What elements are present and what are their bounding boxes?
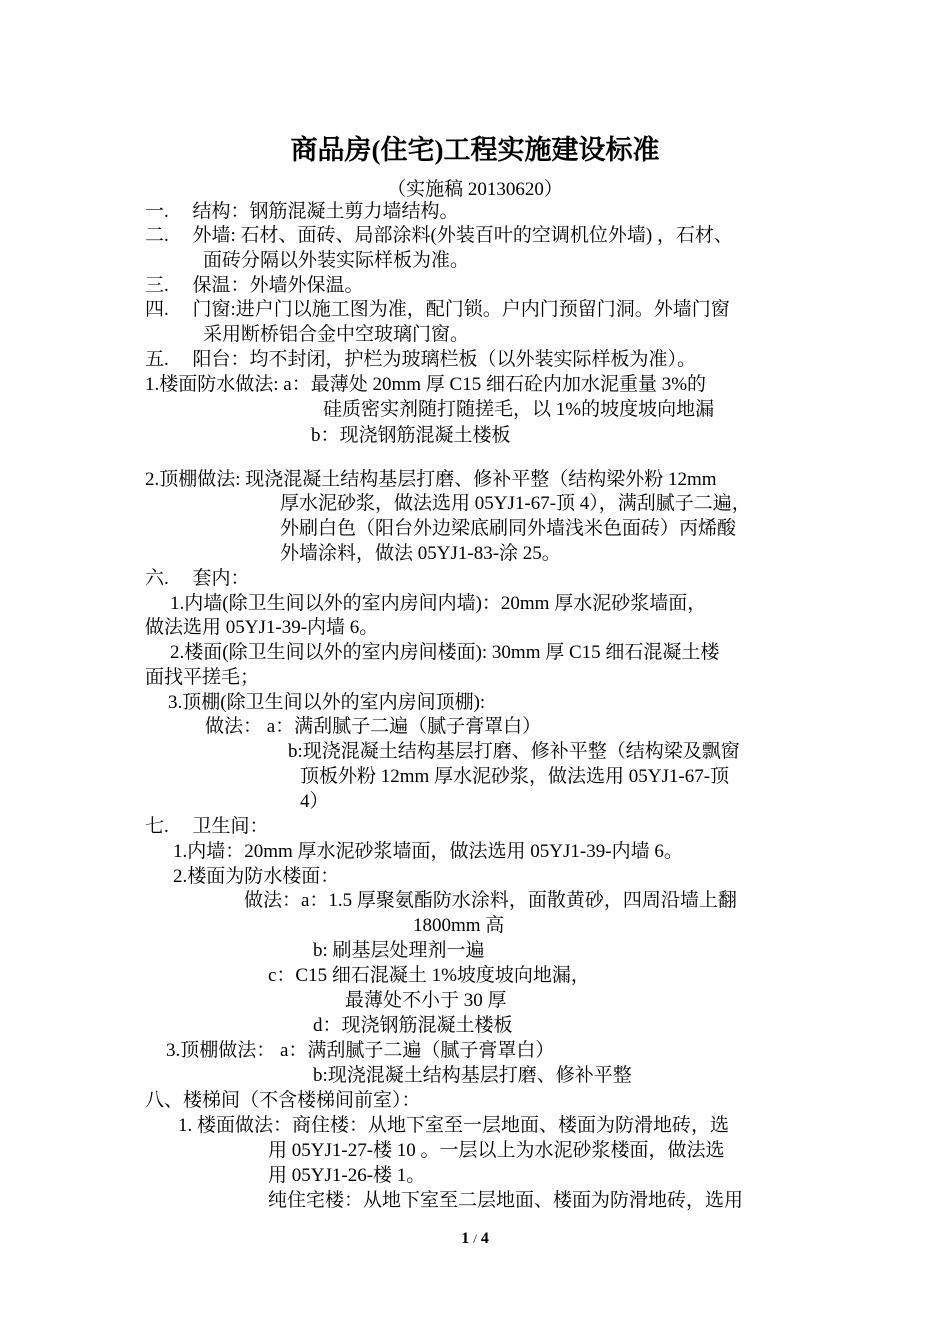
- body-line: 1.内墙(除卫生间以外的室内房间内墙)：20mm 厚水泥砂浆墙面，: [170, 593, 707, 614]
- body-line: 1. 楼面做法：商住楼：从地下室至一层地面、楼面为防滑地砖，选: [178, 1115, 730, 1136]
- page-number: [0, 1229, 950, 1249]
- body-line: d：现浇钢筋混凝土楼板: [313, 1015, 513, 1036]
- body-line: 1.内墙：20mm 厚水泥砂浆墙面，做法选用 05YJ1-39-内墙 6。: [173, 841, 683, 862]
- body-line: 2.楼面为防水楼面：: [173, 866, 340, 887]
- body-line: 做法选用 05YJ1-39-内墙 6。: [145, 617, 379, 638]
- body-line: 纯住宅楼：从地下室至二层地面、楼面为防滑地砖，选用: [268, 1190, 744, 1211]
- body-line: 厚水泥砂浆，做法选用 05YJ1-67-顶 4），满刮腻子二遍，: [280, 493, 751, 514]
- body-line: b:现浇混凝土结构基层打磨、修补平整: [313, 1065, 632, 1086]
- body-line: 面找平搓毛；: [145, 667, 260, 688]
- page-total: 4: [480, 1230, 489, 1247]
- body-line: 最薄处不小于 30 厚: [345, 990, 507, 1011]
- body-line: b：现浇钢筋混凝土楼板: [311, 425, 511, 446]
- body-line: 六. 套内：: [145, 568, 250, 589]
- body-line: 七. 卫生间：: [145, 816, 269, 837]
- document-subtitle: （实施稿 20130620）: [387, 179, 563, 200]
- body-line: b:现浇混凝土结构基层打磨、修补平整（结构梁及飘窗: [288, 741, 740, 762]
- body-line: 2.楼面(除卫生间以外的室内房间楼面): 30mm 厚 C15 细石混凝土楼: [170, 642, 720, 663]
- body-line: 外墙涂料，做法 05YJ1-83-涂 25。: [280, 543, 561, 564]
- body-line: 五. 阳台：均不封闭，护栏为玻璃栏板（以外装实际样板为准）。: [145, 349, 697, 370]
- body-line: 1.楼面防水做法: a：最薄处 20mm 厚 C15 细石砼内加水泥重量 3%的: [145, 374, 707, 395]
- body-line: 顶板外粉 12mm 厚水泥砂浆，做法选用 05YJ1-67-顶: [300, 766, 730, 787]
- body-line: 四. 门窗:进户门以施工图为准，配门锁。户内门预留门洞。外墙门窗: [145, 299, 730, 320]
- body-line: c：C15 细石混凝土 1%坡度坡向地漏，: [268, 965, 590, 986]
- body-line: 2.顶棚做法: 现浇混凝土结构基层打磨、修补平整（结构梁外粉 12mm: [145, 469, 717, 490]
- body-line: 一. 结构：钢筋混凝土剪力墙结构。: [145, 201, 459, 222]
- body-line: b: 刷基层处理剂一遍: [313, 940, 485, 961]
- body-line: 4）: [300, 791, 329, 812]
- body-line: 做法：a：1.5 厚聚氨酯防水涂料，面散黄砂，四周沿墙上翻: [244, 890, 737, 911]
- page-current: 1: [461, 1230, 470, 1247]
- body-line: 外刷白色（阳台外边梁底刷同外墙浅米色面砖）丙烯酸: [280, 518, 737, 539]
- body-line: 八、楼梯间（不含楼梯间前室）：: [145, 1090, 421, 1111]
- body-line: 三. 保温：外墙外保温。: [145, 275, 364, 296]
- body-line: 用 05YJ1-26-楼 1。: [268, 1165, 426, 1186]
- body-line: 硅质密实剂随打随搓毛，以 1%的坡度坡向地漏: [323, 399, 715, 420]
- body-line: 二. 外墙: 石材、面砖、局部涂料(外装百叶的空调机位外墙) ，石材、: [145, 225, 733, 246]
- body-line: 采用断桥铝合金中空玻璃门窗。: [203, 324, 470, 345]
- body-line: 3.顶棚(除卫生间以外的室内房间顶棚):: [168, 692, 486, 713]
- body-line: 面砖分隔以外装实际样板为准。: [203, 250, 470, 271]
- body-line: 1800mm 高: [413, 915, 505, 936]
- body-line: 用 05YJ1-27-楼 10 。一层以上为水泥砂浆楼面，做法选: [268, 1140, 725, 1161]
- document-title: 商品房(住宅)工程实施建设标准: [290, 135, 660, 165]
- page-separator: /: [473, 1231, 477, 1246]
- body-line: 3.顶棚做法： a：满刮腻子二遍（腻子膏罩白）: [166, 1040, 555, 1061]
- body-line: 做法： a：满刮腻子二遍（腻子膏罩白）: [205, 716, 542, 737]
